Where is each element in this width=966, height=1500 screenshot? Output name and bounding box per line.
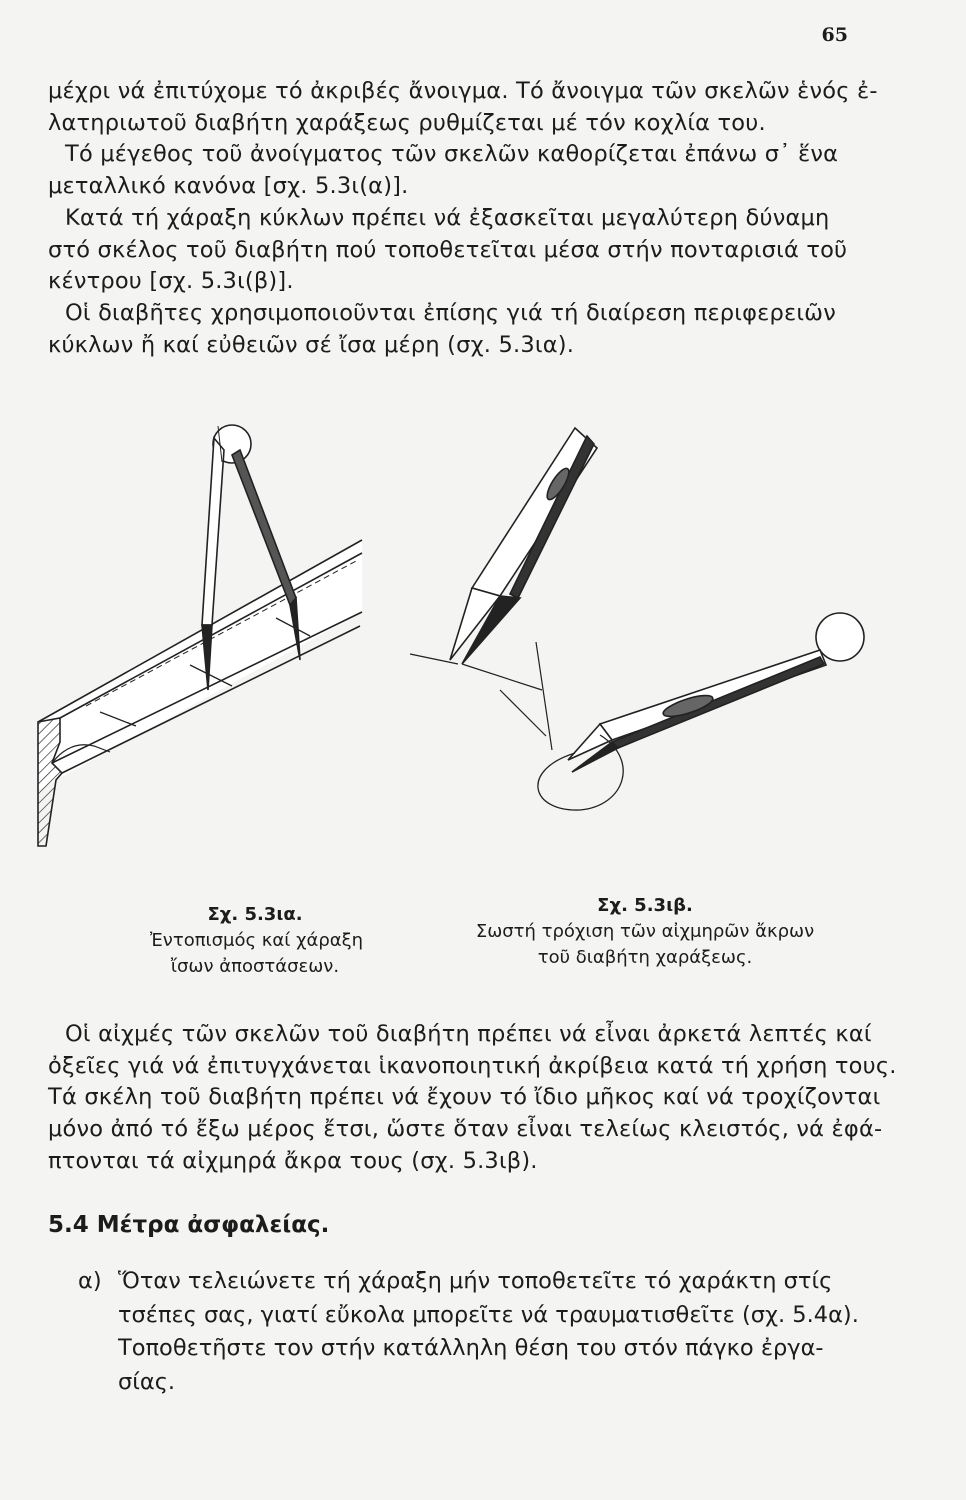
text-line: Τά σκέλη τοῦ διαβήτη πρέπει νά ἔχουν τό ἴδιο μῆκος καί νά τροχίζονται xyxy=(48,1084,881,1111)
text-line: μεταλλικό κανόνα [σχ. 5.3ι(α)]. xyxy=(48,173,409,200)
text-line: σίας. xyxy=(118,1369,176,1396)
figure-label: Σχ. 5.3ιβ. xyxy=(597,895,693,916)
angle-bar-drawing xyxy=(38,540,362,846)
text-line: ὀξεῖες γιά νά ἐπιτυγχάνεται ἱκανοποιητική ἀκρίβεια κατά τή χρήση τους. xyxy=(48,1052,897,1079)
figure-caption-5-3ib xyxy=(460,893,830,971)
section-heading: 5.4 Μέτρα ἀσφαλείας. xyxy=(48,1212,330,1238)
text-line: μέχρι νά ἐπιτύχομε τό ἀκριβές ἄνοιγμα. Τό ἄνοιγμα τῶν σκελῶν ἑνός ἐ- xyxy=(48,78,878,104)
text-line: λατηριωτοῦ διαβήτη χαράξεως ρυθμίζεται μέ τόν κοχλία του. xyxy=(48,109,766,136)
text-line: κύκλων ἤ καί εὐθειῶν σέ ἴσα μέρη (σχ. 5.3ια). xyxy=(48,331,575,358)
text-line: τσέπες σας, γιατί εὔκολα μπορεῖτε νά τραυματισθεῖτε (σχ. 5.4α). xyxy=(118,1301,859,1328)
body-paragraphs xyxy=(48,1019,897,1178)
figures-illustration xyxy=(0,405,966,900)
figure-caption-5-3ia xyxy=(150,902,364,980)
text-line: Τοποθετῆστε τον στήν κατάλληλη θέση του στόν πάγκο ἐργα- xyxy=(118,1335,824,1362)
caption-line: τοῦ διαβήτη χαράξεως. xyxy=(537,947,753,968)
text-line: Κατά τή χάραξη κύκλων πρέπει νά ἐξασκεῖται μεγαλύτερη δύναμη xyxy=(65,204,830,231)
caption-line: Σωστή τρόχιση τῶν αἰχμηρῶν ἄκρων xyxy=(475,921,815,942)
text-line: Τό μέγεθος τοῦ ἀνοίγματος τῶν σκελῶν καθορίζεται ἐπάνω σ᾽ ἕνα xyxy=(65,141,839,168)
intro-paragraphs xyxy=(48,76,878,361)
text-line: στό σκέλος τοῦ διαβήτη πού τοποθετεῖται μέσα στήν πονταρισιά τοῦ xyxy=(48,236,848,263)
text-line: πτονται τά αἰχμηρά ἄκρα τους (σχ. 5.3ιβ). xyxy=(48,1147,538,1174)
text-line: Ὅταν τελειώνετε τή χάραξη μήν τοποθετεῖτε τό χαράκτη στίς xyxy=(118,1268,833,1294)
text-line: κέντρου [σχ. 5.3ι(β)]. xyxy=(48,268,294,295)
list-marker: α) xyxy=(78,1268,102,1294)
page-number: 65 xyxy=(821,24,848,46)
divider-tips-drawing xyxy=(410,428,864,810)
caption-line: ἴσων ἀποστάσεων. xyxy=(170,956,340,977)
figure-label: Σχ. 5.3ια. xyxy=(207,904,303,925)
text-line: Οἱ αἰχμές τῶν σκελῶν τοῦ διαβήτη πρέπει νά εἶναι ἀρκετά λεπτές καί xyxy=(65,1021,872,1047)
text-line: μόνο ἀπό τό ἔξω μέρος ἔτσι, ὥστε ὅταν εἶναι τελείως κλειστός, νά ἐφά- xyxy=(48,1116,883,1143)
text-line: Οἱ διαβῆτες χρησιμοποιοῦνται ἐπίσης γιά τή διαίρεση περιφερειῶν xyxy=(65,299,836,326)
caption-line: Ἐντοπισμός καί χάραξη xyxy=(150,930,364,951)
